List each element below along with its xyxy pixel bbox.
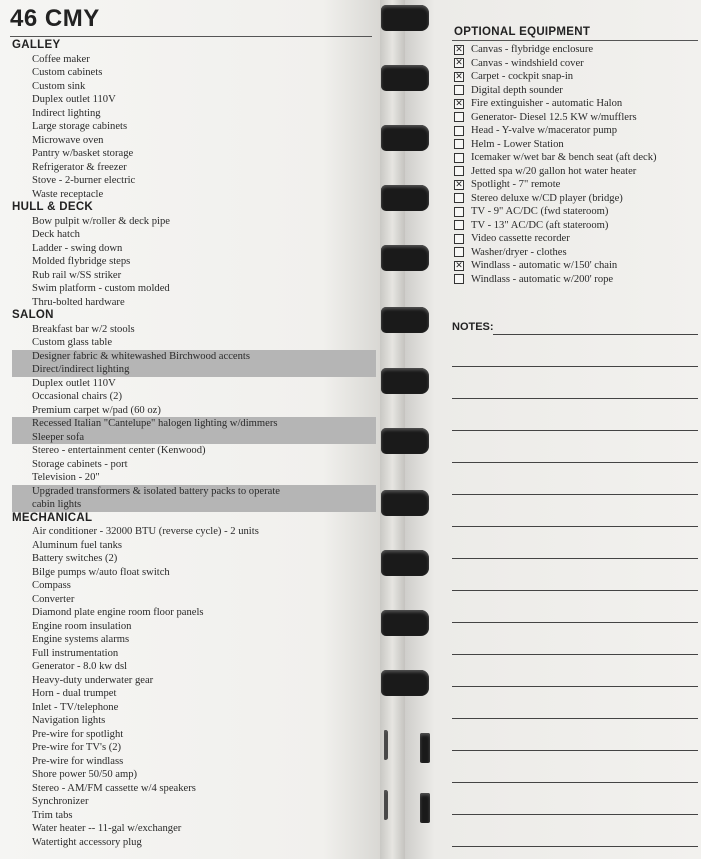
optional-item-label: Windlass - automatic w/200' rope [471, 273, 614, 285]
section-heading-mechanical: MECHANICAL [12, 511, 93, 524]
notes-line [452, 526, 698, 527]
optional-item-label: Video cassette recorder [471, 233, 570, 244]
optional-item [454, 178, 699, 192]
optional-item [454, 205, 699, 219]
highlighted-spec-item: Direct/indirect lighting [12, 363, 376, 377]
spec-item: Microwave oven [32, 134, 104, 146]
optional-item-label: Jetted spa w/20 gallon hot water heater [471, 165, 637, 177]
spec-item: Custom glass table [32, 337, 113, 348]
optional-item [454, 43, 699, 57]
spec-item: Converter [32, 593, 75, 605]
spec-item: Generator - 8.0 kw dsl [32, 661, 128, 672]
spec-item: Pre-wire for spotlight [32, 728, 124, 740]
spec-item: Large storage cabinets [32, 121, 128, 132]
spec-item: Deck hatch [32, 229, 80, 240]
optional-item [454, 70, 699, 84]
empty-box-icon [454, 207, 464, 217]
optional-item-label: Digital depth sounder [471, 84, 563, 96]
optional-item-label: Generator- Diesel 12.5 KW w/mufflers [471, 111, 637, 123]
spec-item: Inlet - TV/telephone [32, 701, 119, 713]
highlighted-spec-item: Designer fabric & whitewashed Birchwood accents [12, 350, 376, 364]
spec-item: Breakfast bar w/2 stools [32, 323, 135, 335]
spec-item: Pantry w/basket storage [32, 148, 134, 159]
binding-ring-icon [381, 550, 429, 576]
spec-item: Pre-wire for windlass [32, 755, 124, 767]
notes-line [452, 750, 698, 751]
title-rule [10, 36, 372, 37]
highlighted-spec-item: cabin lights [12, 498, 376, 512]
section-heading-salon: SALON [12, 309, 54, 321]
spec-item: Bow pulpit w/roller & deck pipe [32, 215, 170, 227]
highlighted-spec-item: Upgraded transformers & isolated battery packs to operate [12, 485, 376, 499]
spec-item: Thru-bolted hardware [32, 296, 125, 308]
notes-line [452, 430, 698, 431]
checked-box-icon: ✕ [455, 179, 463, 190]
binding-ring-icon [381, 65, 429, 91]
binding-ring-icon [384, 730, 388, 760]
optional-item-label: Carpet - cockpit snap-in [471, 71, 574, 82]
spec-item: Indirect lighting [32, 107, 101, 119]
spec-item: Waste receptacle [32, 188, 104, 200]
optional-item [454, 124, 699, 138]
empty-box-icon [454, 220, 464, 230]
optional-item-label: Canvas - windshield cover [471, 57, 584, 69]
empty-box-icon [454, 126, 464, 136]
spec-item: Premium carpet w/pad (60 oz) [32, 404, 161, 416]
spec-item: Shore power 50/50 amp) [32, 769, 138, 780]
binding-ring-icon [381, 428, 429, 454]
notes-line [452, 718, 698, 719]
standard-equipment-list [12, 39, 372, 849]
binding-ring-icon [381, 125, 429, 151]
spec-item: Water heater -- 11-gal w/exchanger [32, 823, 182, 834]
notes-line [452, 814, 698, 815]
empty-box-icon [454, 247, 464, 257]
spec-item: Duplex outlet 110V [32, 377, 116, 389]
section-heading-galley: GALLEY [12, 39, 61, 51]
highlighted-spec-item: Recessed Italian "Cantelupe" halogen lighting w/dimmers [12, 417, 376, 431]
optional-item-label: Head - Y-valve w/macerator pump [471, 125, 618, 136]
optional-item [454, 259, 699, 273]
optional-item-label: Helm - Lower Station [471, 138, 564, 150]
optional-item [454, 232, 699, 246]
optional-item [454, 57, 699, 71]
spec-item: Compass [32, 580, 71, 591]
binding-ring-icon [420, 733, 430, 763]
notes-line [452, 782, 698, 783]
spec-item: Custom cabinets [32, 67, 103, 78]
optional-item [454, 165, 699, 179]
optional-item-label: TV - 9" AC/DC (fwd stateroom) [471, 206, 609, 217]
spec-item: Storage cabinets - port [32, 458, 128, 470]
notes-line [452, 590, 698, 591]
binding-ring-icon [381, 245, 429, 271]
optional-item [454, 151, 699, 165]
empty-box-icon [454, 193, 464, 203]
spec-item: Synchronizer [32, 796, 89, 807]
optional-item [454, 246, 699, 260]
notes-line [452, 654, 698, 655]
optional-item [454, 138, 699, 152]
binding-ring-icon [381, 185, 429, 211]
optional-item [454, 97, 699, 111]
spec-item: Aluminum fuel tanks [32, 539, 123, 551]
spec-item: Coffee maker [32, 53, 90, 65]
document-title: 46 CMY [10, 5, 100, 32]
binding-ring-icon [381, 610, 429, 636]
binding-ring-icon [381, 368, 429, 394]
spec-item: Battery switches (2) [32, 553, 118, 564]
section-heading-hull-deck: HULL & DECK [12, 201, 94, 213]
spec-item: Television - 20" [32, 472, 100, 483]
spec-item: Rub rail w/SS striker [32, 269, 122, 281]
empty-box-icon [454, 234, 464, 244]
optional-item-label: Canvas - flybridge enclosure [471, 44, 594, 55]
optional-item [454, 273, 699, 287]
optional-item-label: Icemaker w/wet bar & bench seat (aft deck) [471, 152, 657, 163]
binding-ring-icon [384, 790, 388, 820]
checked-box-icon: ✕ [455, 260, 463, 271]
spec-item: Pre-wire for TV's (2) [32, 742, 122, 753]
spec-item: Stereo - AM/FM cassette w/4 speakers [32, 782, 196, 794]
spec-item: Air conditioner - 32000 BTU (reverse cycle) - 2 units [32, 526, 259, 537]
spec-item: Bilge pumps w/auto float switch [32, 566, 170, 578]
optional-item-label: Windlass - automatic w/150' chain [471, 260, 618, 271]
spec-item: Diamond plate engine room floor panels [32, 607, 204, 618]
optional-item-label: TV - 13" AC/DC (aft stateroom) [471, 219, 609, 231]
spec-item: Heavy-duty underwater gear [32, 674, 154, 686]
spec-item: Duplex outlet 110V [32, 94, 116, 105]
optional-item-label: Stereo deluxe w/CD player (bridge) [471, 192, 623, 204]
notes-line [452, 494, 698, 495]
spec-item: Horn - dual trumpet [32, 688, 117, 699]
spec-item: Watertight accessory plug [32, 836, 142, 848]
spec-item: Ladder - swing down [32, 242, 123, 254]
spec-item: Navigation lights [32, 715, 106, 726]
spec-item: Molded flybridge steps [32, 256, 131, 267]
spec-item: Stove - 2-burner electric [32, 175, 136, 186]
optional-item [454, 111, 699, 125]
optional-item [454, 219, 699, 233]
notes-label: NOTES: [452, 321, 494, 333]
binding-ring-icon [420, 793, 430, 823]
binding-ring-icon [381, 490, 429, 516]
optional-item-label: Spotlight - 7" remote [471, 179, 561, 190]
spec-item: Swim platform - custom molded [32, 283, 170, 294]
optional-equipment-list [454, 43, 699, 286]
binding-ring-icon [381, 670, 429, 696]
optional-item-label: Fire extinguisher - automatic Halon [471, 98, 623, 109]
spec-item: Full instrumentation [32, 647, 119, 659]
spec-item: Trim tabs [32, 809, 73, 821]
checked-box-icon: ✕ [455, 58, 463, 69]
checked-box-icon: ✕ [455, 71, 463, 82]
empty-box-icon [454, 153, 464, 163]
optional-item [454, 192, 699, 206]
binding-ring-icon [381, 307, 429, 333]
notes-line [452, 622, 698, 623]
notes-line [452, 558, 698, 559]
notes-line [452, 686, 698, 687]
checked-box-icon: ✕ [455, 98, 463, 109]
notes-line [452, 846, 698, 847]
notes-line [493, 334, 698, 335]
highlighted-spec-item: Sleeper sofa [12, 431, 376, 445]
checked-box-icon: ✕ [455, 44, 463, 55]
empty-box-icon [454, 85, 464, 95]
binding-ring-icon [381, 5, 429, 31]
spec-item: Custom sink [32, 80, 86, 92]
spec-item: Engine room insulation [32, 620, 132, 632]
spec-item: Refrigerator & freezer [32, 161, 127, 173]
spec-item: Stereo - entertainment center (Kenwood) [32, 445, 206, 456]
empty-box-icon [454, 112, 464, 122]
optional-equipment-rule [452, 40, 698, 41]
empty-box-icon [454, 274, 464, 284]
spec-item: Occasional chairs (2) [32, 391, 123, 402]
notes-line [452, 462, 698, 463]
optional-equipment-heading: OPTIONAL EQUIPMENT [454, 26, 591, 38]
spec-item: Engine systems alarms [32, 634, 130, 645]
optional-item-label: Washer/dryer - clothes [471, 246, 567, 258]
notes-line [452, 398, 698, 399]
optional-item [454, 84, 699, 98]
empty-box-icon [454, 139, 464, 149]
notes-line [452, 366, 698, 367]
empty-box-icon [454, 166, 464, 176]
